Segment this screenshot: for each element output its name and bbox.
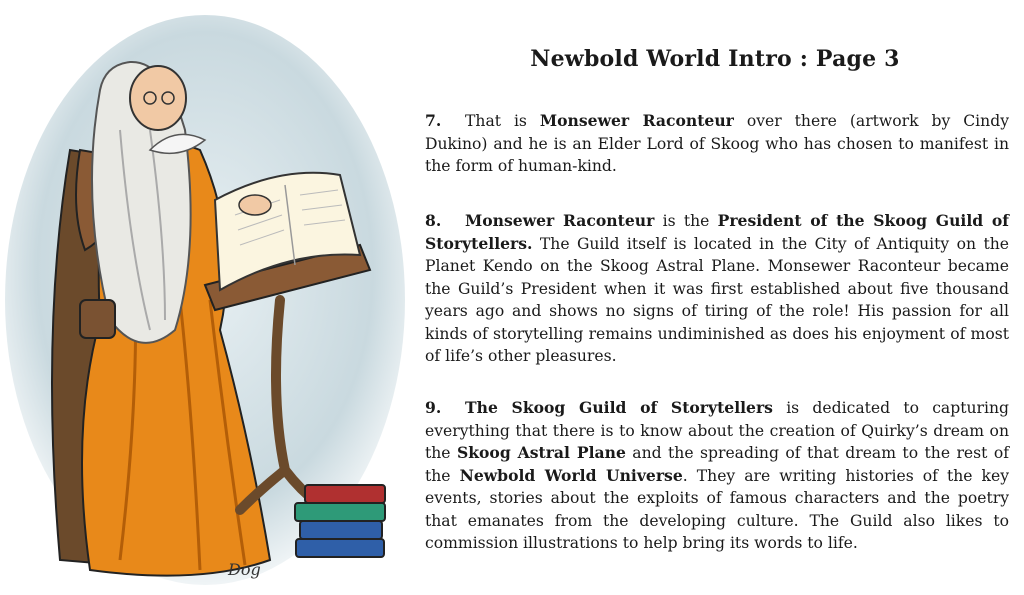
paragraph-text: is the: [654, 212, 718, 230]
paragraph-bold-text: Newbold World Universe: [459, 465, 683, 485]
paragraph-7: [425, 110, 1009, 178]
page-title: Newbold World Intro : Page 3: [530, 46, 900, 72]
paragraph-8: [425, 210, 1009, 368]
paragraph-bold-text: Skoog Astral Plane: [456, 443, 626, 462]
paragraph-text: and the spreading of that dream to the rest of the: [425, 444, 1009, 485]
paragraph-number: 7.: [425, 111, 442, 130]
wizard-illustration: [0, 0, 410, 595]
artist-signature: Dog: [228, 560, 261, 579]
paragraph-number: 8.: [425, 211, 442, 230]
paragraph-text: is dedicated to capturing everything that there is to know about the creation of Quirky’s dream on the: [425, 399, 1009, 462]
paragraph-bold-text: Monsewer Raconteur: [465, 211, 655, 230]
paragraph-text: The Guild itself is located in the City of Antiquity on the Planet Kendo on the Skoog Astral Plane. Monsewer Raconteur became the Guild’s President when it was first established about five thousand years ago and shows no signs of tiring of the role! His passion for all kinds of storytelling remains undiminished as does his enjoyment of most of life’s other pleasures.: [425, 234, 1009, 365]
paragraph-text: . They are writing histories of the key events, stories about the exploits of famous characters and the poetry that emanates from the developing culture. The Guild also likes to commission illustrations to help bring its words to life.: [425, 466, 1010, 552]
paragraph-9: [425, 397, 1009, 555]
paragraph-text: over there (artwork by Cindy Dukino) and he is an Elder Lord of Skoog who has chosen to manifest in the form of human-kind.: [425, 112, 1009, 175]
paragraph-bold-text: Monsewer Raconteur: [539, 111, 734, 130]
paragraph-text: That is: [465, 112, 540, 130]
paragraph-number: 9.: [425, 398, 442, 417]
paragraph-bold-text: The Skoog Guild of Storytellers: [465, 398, 773, 417]
paragraph-bold-text: President of the Skoog Guild of Storytellers.: [425, 211, 1009, 253]
wizard-reading-book-icon: [0, 0, 410, 595]
